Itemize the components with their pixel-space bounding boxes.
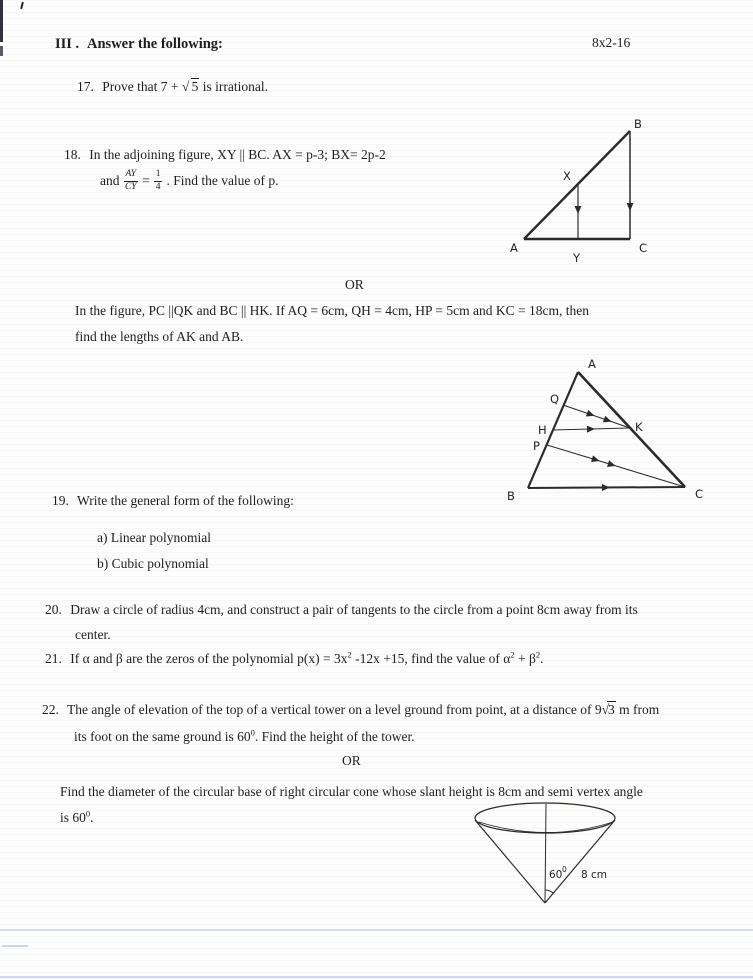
q18-ratio-fraction xyxy=(124,170,139,192)
q17-text-pre: Prove that 7 + xyxy=(102,79,182,94)
q22-or-line1: Find the diameter of the circular base of right circular cone whose slant height is 8cm and semi vertex angle xyxy=(60,784,643,799)
bc2-arrow-icon xyxy=(602,484,610,491)
question-18-line2 xyxy=(100,170,279,192)
q18-or-line1: In the figure, PC ||QK and BC || HK. If AQ = 6cm, QH = 4cm, HP = 5cm and KC = 18cm, then xyxy=(75,303,589,318)
q19-item-b: b) Cubic polynomial xyxy=(97,556,209,571)
q18-value-denominator: 4 xyxy=(155,181,161,192)
q18-equals: = xyxy=(142,173,150,188)
triangle1-label-b: B xyxy=(634,117,642,131)
q19-item-a: a) Linear polynomial xyxy=(97,530,211,545)
scan-tick-mark xyxy=(20,2,24,9)
cone-rim-ellipse xyxy=(475,803,615,833)
q18-text-line1: In the adjoining figure, XY || BC. AX = p-3; BX= 2p-2 xyxy=(89,147,386,162)
q22-or-sup-0: 0 xyxy=(85,808,91,819)
q18-or-triangle-figure xyxy=(495,352,710,507)
q19-text: Write the general form of the following: xyxy=(77,493,294,508)
cone-figure xyxy=(463,793,638,918)
triangle2-label-c: C xyxy=(695,487,704,501)
question-22-line2 xyxy=(74,729,415,745)
triangle1-label-y: Y xyxy=(573,251,581,265)
q22-or-text-post: . xyxy=(90,810,94,825)
q21-text-end: . xyxy=(540,651,544,666)
q22-text-line1-post: m from xyxy=(615,702,660,717)
q18-and: and xyxy=(100,173,120,188)
triangle1-label-c: C xyxy=(639,241,648,255)
question-17 xyxy=(77,79,268,95)
q18-frac-numerator: AY xyxy=(124,170,139,182)
triangle2-label-k: K xyxy=(635,420,643,434)
q22-radicand: 3 xyxy=(608,702,615,717)
triangle2-label-b: B xyxy=(507,489,515,503)
cone-axis xyxy=(545,804,546,903)
q18-or-line2: find the lengths of AK and AB. xyxy=(75,329,244,344)
cone-slant-label: 8 cm xyxy=(581,869,608,881)
question-19 xyxy=(52,493,294,509)
q18-triangle-figure xyxy=(505,112,655,264)
question-20-line2: center. xyxy=(75,627,111,642)
q22-or-text-pre: is 60 xyxy=(60,810,86,825)
bc-arrow-icon xyxy=(627,203,634,211)
xy-arrow-icon xyxy=(575,206,582,214)
sqrt-symbol: √ xyxy=(181,79,189,94)
scan-edge-mark-2 xyxy=(0,46,3,56)
section-header xyxy=(55,36,223,53)
q22-text-line1-pre: The angle of elevation of the top of a vertical tower on a level ground from point, at a distance of 9 xyxy=(67,702,602,717)
q19-number: 19. xyxy=(52,493,69,508)
q18-value-numerator: 1 xyxy=(154,170,163,182)
scan-edge-mark xyxy=(0,0,3,42)
qk-arrow-icon-1 xyxy=(586,410,596,419)
triangle1-side-ab xyxy=(524,131,630,239)
q21-number: 21. xyxy=(45,651,62,666)
q22-text-line2-pre: its foot on the same ground is 60 xyxy=(74,729,251,744)
section-title: Answer the following: xyxy=(87,36,223,52)
q21-text-pre: If α and β are the zeros of the polynomial p(x) = 3x xyxy=(70,651,348,666)
triangle1-label-a: A xyxy=(510,241,518,255)
q21-text-mid: -12x +15, find the value of α xyxy=(351,651,511,666)
q17-text-post: is irrational. xyxy=(202,79,269,94)
triangle2-label-p: P xyxy=(533,439,540,453)
q17-radicand: 5 xyxy=(191,79,199,94)
or-separator-1: OR xyxy=(345,277,364,292)
q20-number: 20. xyxy=(45,602,62,617)
scan-speck xyxy=(2,945,28,947)
cone-angle-label: 60 xyxy=(549,869,563,881)
q20-text-line1: Draw a circle of radius 4cm, and construct a pair of tangents to the circle from a point 8cm away from its xyxy=(70,602,638,617)
hk-arrow-icon xyxy=(587,425,595,432)
question-20-line1 xyxy=(45,602,638,618)
qk-arrow-icon-2 xyxy=(603,416,613,425)
question-18-line1 xyxy=(64,147,386,163)
q18-value-fraction xyxy=(154,170,163,192)
q22-text-line2-post: . Find the height of the tower. xyxy=(254,729,415,744)
triangle2-label-a: A xyxy=(588,357,596,371)
q22-sup-0: 0 xyxy=(250,727,255,738)
q21-sup-2: 2 xyxy=(510,649,515,660)
q21-sup-1: 2 xyxy=(347,649,352,660)
pc-arrow-icon-2 xyxy=(607,460,617,469)
q18-frac-denominator: CY xyxy=(124,181,137,192)
marks-scheme: 8x2-16 xyxy=(592,35,631,50)
q22-or-line2 xyxy=(60,810,94,826)
q22-sqrt-symbol: √ xyxy=(601,702,608,717)
q17-number: 17. xyxy=(77,79,94,94)
q21-sup-3: 2 xyxy=(535,649,541,660)
scan-blue-line-2 xyxy=(0,976,753,978)
triangle1-label-x: X xyxy=(563,169,571,183)
triangle2-label-h: H xyxy=(538,423,547,437)
pc-arrow-icon-1 xyxy=(591,455,601,464)
or-separator-2: OR xyxy=(342,753,361,768)
q21-text-mid2: + β xyxy=(514,651,536,666)
q18-text-line2: . Find the value of p. xyxy=(166,173,279,188)
question-21 xyxy=(45,651,543,667)
cone-angle-sup: 0 xyxy=(562,865,567,874)
scan-blue-line-1 xyxy=(0,929,753,931)
cone-angle-arc xyxy=(545,890,554,893)
triangle2-side-ac xyxy=(578,372,685,487)
q22-number: 22. xyxy=(42,702,59,717)
triangle2-label-q: Q xyxy=(550,392,560,406)
section-number: III . xyxy=(55,36,80,52)
question-22-line1 xyxy=(42,702,659,718)
q18-number: 18. xyxy=(64,147,81,162)
